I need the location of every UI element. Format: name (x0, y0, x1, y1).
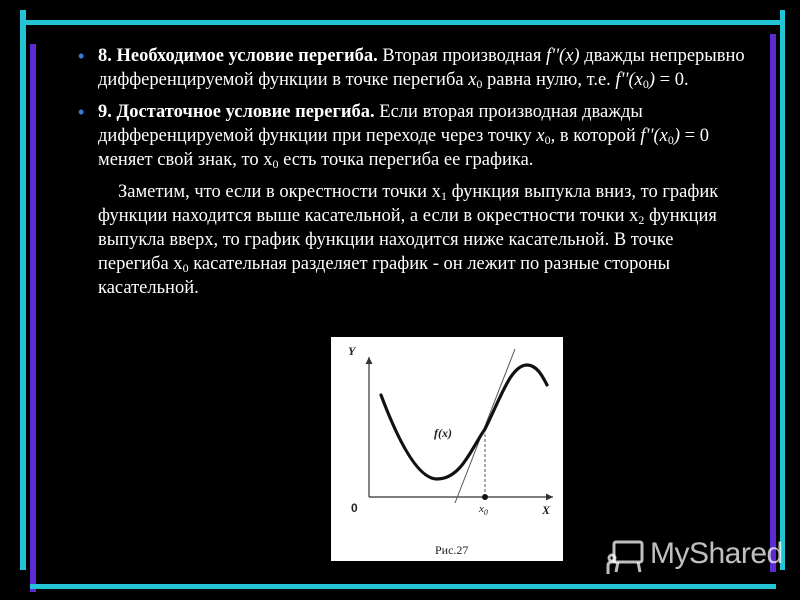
x0-point (482, 494, 488, 500)
inflection-figure (331, 337, 563, 561)
bullet-icon: • (78, 46, 85, 66)
item8-formula-f2: f''(x (615, 70, 643, 90)
origin-label: 0 (351, 501, 358, 515)
figure-caption: Рис.27 (435, 543, 469, 557)
item8-heading: 8. Необходимое условие перегиба. (98, 46, 378, 66)
left-purple-bar (30, 44, 36, 592)
item9-sub0c: 0 (272, 157, 279, 171)
note-text2: функция выпукла вниз, то график функции находится выше касательной, а если в окрестности точки x (98, 182, 719, 226)
right-purple-bar (770, 34, 776, 572)
slide-body (78, 44, 746, 300)
watermark (606, 532, 784, 582)
curve-label: f(x) (434, 426, 452, 440)
function-curve (381, 365, 547, 479)
list-item-sufficient-condition (78, 100, 746, 172)
note-text3: функция выпукла вверх, то график функции находится ниже касательной. В точке перегиба x (98, 206, 717, 274)
item8-text3: равна нулю, т.е. (482, 70, 616, 90)
item9-formula-f2: f''(x (640, 126, 668, 146)
item9-close: ) (673, 126, 681, 146)
bottom-cyan-bar (30, 584, 776, 589)
bullet-icon: • (78, 102, 85, 122)
x-axis-label: X (542, 503, 551, 517)
note-text4: касательная разделяет график - он лежит по разные стороны касательной. (98, 254, 670, 298)
item9-sub0b: 0 (667, 133, 674, 147)
inflection-graph (331, 337, 563, 561)
item8-text1: Вторая производная (377, 46, 546, 66)
y-axis-label: Y (348, 344, 356, 358)
item8-text2: дважды непрерывно дифференцируемой функции в точке перегиба (98, 46, 745, 90)
x0-sub: 0 (483, 508, 488, 517)
presentation-board-icon (606, 536, 646, 576)
x0-label (478, 503, 488, 517)
item8-x: x (468, 70, 477, 90)
top-cyan-bar (22, 20, 784, 25)
note-text1: Заметим, что если в окрестности точки x (118, 182, 441, 202)
note-sub2: 2 (638, 213, 645, 227)
right-cyan-bar (780, 10, 785, 570)
item8-sub0b: 0 (642, 77, 649, 91)
item9-text1: Если вторая производная дважды дифференцируемой функции при переходе через точку (98, 102, 643, 146)
note-sub1: 1 (440, 189, 447, 203)
item9-heading: 9. Достаточное условие перегиба. (98, 102, 375, 122)
item8-sub0: 0 (476, 77, 483, 91)
note-paragraph (78, 180, 746, 300)
item8-text4: = 0. (655, 70, 689, 90)
item9-x: x (536, 126, 545, 146)
watermark-text: MyShared (650, 537, 783, 570)
item8-close: ) (648, 70, 656, 90)
item9-text4: есть точка перегиба ее графика. (278, 150, 534, 170)
item8-formula-f2x: f''(x) (545, 46, 580, 66)
item9-sub0: 0 (544, 133, 551, 147)
item9-text2: , в которой (550, 126, 641, 146)
x0-letter: x (479, 503, 484, 515)
list-item-necessary-condition (78, 44, 746, 92)
note-sub0: 0 (182, 261, 189, 275)
item9-text3: = 0 меняет свой знак, то x (98, 126, 709, 170)
top-purple-bar (20, 10, 26, 570)
